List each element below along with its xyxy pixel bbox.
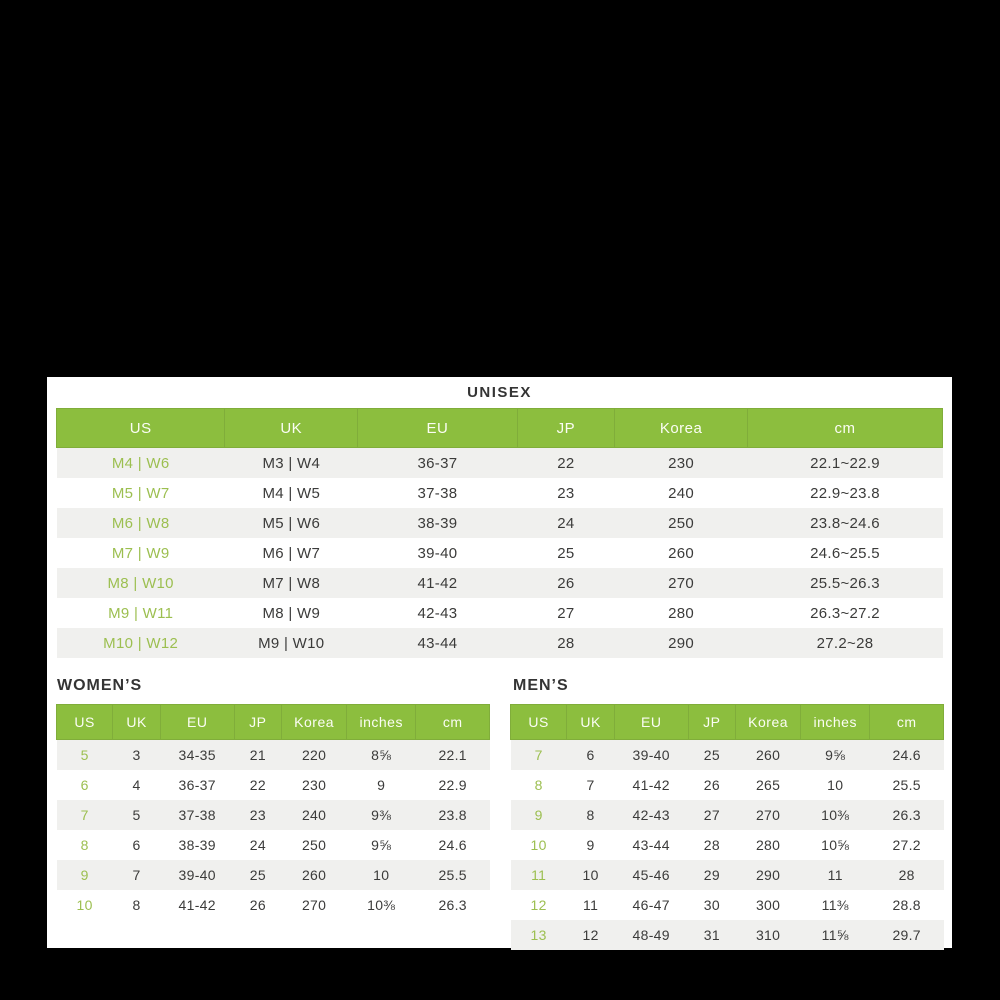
us-size-cell: 6 (57, 770, 113, 800)
column-header-korea: Korea (736, 705, 801, 740)
table-cell: 260 (615, 538, 748, 568)
table-cell: 28 (688, 830, 736, 860)
table-cell: 28 (517, 628, 614, 658)
us-size-cell: M4 | W6 (57, 448, 225, 479)
table-cell: 23 (517, 478, 614, 508)
us-size-cell: 10 (511, 830, 567, 860)
table-cell: 10 (801, 770, 870, 800)
table-cell: 270 (615, 568, 748, 598)
table-row (57, 860, 490, 890)
table-cell: 5 (113, 800, 161, 830)
table-cell: M8 | W9 (225, 598, 358, 628)
column-header-korea: Korea (615, 409, 748, 448)
womens-section-title: WOMEN’S (57, 677, 143, 694)
column-header-eu: EU (358, 409, 517, 448)
table-cell: 24.6~25.5 (748, 538, 943, 568)
table-cell: 11 (567, 890, 615, 920)
table-cell: 37-38 (358, 478, 517, 508)
table-cell: 8 (567, 800, 615, 830)
table-cell: 26.3~27.2 (748, 598, 943, 628)
header-row (57, 409, 943, 448)
table-cell: 25 (688, 740, 736, 771)
table-cell: 11⅜ (801, 890, 870, 920)
table-cell: 8⅝ (347, 740, 416, 771)
table-cell: 265 (736, 770, 801, 800)
table-cell: 26 (688, 770, 736, 800)
column-header-uk: UK (113, 705, 161, 740)
table-cell: 10⅜ (801, 800, 870, 830)
mens-size-table (510, 704, 944, 950)
column-header-us: US (57, 409, 225, 448)
table-row (57, 800, 490, 830)
table-cell: 42-43 (614, 800, 688, 830)
table-cell: 230 (282, 770, 347, 800)
table-row (57, 508, 943, 538)
table-cell: 9⅝ (347, 830, 416, 860)
table-cell: 46-47 (614, 890, 688, 920)
us-size-cell: 5 (57, 740, 113, 771)
table-cell: 10 (347, 860, 416, 890)
us-size-cell: 9 (57, 860, 113, 890)
table-row (57, 830, 490, 860)
table-cell: 290 (615, 628, 748, 658)
column-header-inches: inches (347, 705, 416, 740)
table-cell: 24 (234, 830, 282, 860)
table-cell: M5 | W6 (225, 508, 358, 538)
table-cell: 29.7 (870, 920, 944, 950)
column-header-eu: EU (614, 705, 688, 740)
table-row (57, 448, 943, 479)
table-row (511, 830, 944, 860)
us-size-cell: 11 (511, 860, 567, 890)
header-row (511, 705, 944, 740)
us-size-cell: 13 (511, 920, 567, 950)
column-header-cm: cm (870, 705, 944, 740)
table-row (57, 628, 943, 658)
column-header-jp: JP (234, 705, 282, 740)
table-cell: 41-42 (614, 770, 688, 800)
table-cell: 41-42 (160, 890, 234, 920)
table-row (511, 890, 944, 920)
table-row (57, 770, 490, 800)
table-cell: 26 (517, 568, 614, 598)
table-cell: 9⅝ (801, 740, 870, 771)
table-cell: 250 (615, 508, 748, 538)
column-header-jp: JP (517, 409, 614, 448)
column-header-us: US (511, 705, 567, 740)
table-cell: M4 | W5 (225, 478, 358, 508)
table-cell: 28.8 (870, 890, 944, 920)
table-cell: 270 (736, 800, 801, 830)
table-cell: 25 (234, 860, 282, 890)
table-cell: 240 (615, 478, 748, 508)
table-row (511, 860, 944, 890)
table-cell: 270 (282, 890, 347, 920)
table-cell: 28 (870, 860, 944, 890)
us-size-cell: 7 (57, 800, 113, 830)
table-cell: 310 (736, 920, 801, 950)
table-cell: 45-46 (614, 860, 688, 890)
table-cell: 9 (347, 770, 416, 800)
table-cell: 10⅝ (801, 830, 870, 860)
table-row (57, 890, 490, 920)
table-cell: 7 (113, 860, 161, 890)
table-cell: 41-42 (358, 568, 517, 598)
table-cell: 21 (234, 740, 282, 771)
table-cell: 34-35 (160, 740, 234, 771)
table-cell: 23.8~24.6 (748, 508, 943, 538)
table-cell: 240 (282, 800, 347, 830)
table-cell: 27 (517, 598, 614, 628)
table-row (57, 568, 943, 598)
table-cell: 280 (736, 830, 801, 860)
table-cell: 39-40 (160, 860, 234, 890)
table-row (511, 920, 944, 950)
table-cell: 42-43 (358, 598, 517, 628)
table-cell: 280 (615, 598, 748, 628)
unisex-size-table (56, 408, 943, 658)
table-cell: 8 (113, 890, 161, 920)
us-size-cell: 7 (511, 740, 567, 771)
table-cell: 11 (801, 860, 870, 890)
table-cell: 48-49 (614, 920, 688, 950)
column-header-inches: inches (801, 705, 870, 740)
table-cell: 43-44 (614, 830, 688, 860)
column-header-us: US (57, 705, 113, 740)
unisex-section-title: UNISEX (467, 384, 532, 401)
table-cell: 25.5 (416, 860, 490, 890)
size-chart-panel (47, 377, 952, 948)
us-size-cell: M9 | W11 (57, 598, 225, 628)
table-cell: 39-40 (358, 538, 517, 568)
table-cell: 25.5~26.3 (748, 568, 943, 598)
table-cell: 250 (282, 830, 347, 860)
table-cell: 9⅜ (347, 800, 416, 830)
table-cell: 260 (736, 740, 801, 771)
table-cell: 25 (517, 538, 614, 568)
us-size-cell: M7 | W9 (57, 538, 225, 568)
table-cell: 22 (517, 448, 614, 479)
table-cell: 22.1 (416, 740, 490, 771)
us-size-cell: M5 | W7 (57, 478, 225, 508)
table-cell: 4 (113, 770, 161, 800)
column-header-cm: cm (416, 705, 490, 740)
table-row (57, 478, 943, 508)
table-cell: 22.9 (416, 770, 490, 800)
table-cell: 260 (282, 860, 347, 890)
table-cell: 230 (615, 448, 748, 479)
table-row (511, 800, 944, 830)
table-cell: 43-44 (358, 628, 517, 658)
table-cell: 9 (567, 830, 615, 860)
column-header-cm: cm (748, 409, 943, 448)
table-cell: M9 | W10 (225, 628, 358, 658)
table-cell: 25.5 (870, 770, 944, 800)
table-cell: 7 (567, 770, 615, 800)
table-cell: 22 (234, 770, 282, 800)
header-row (57, 705, 490, 740)
table-cell: 36-37 (358, 448, 517, 479)
table-cell: 23.8 (416, 800, 490, 830)
table-cell: 22.1~22.9 (748, 448, 943, 479)
table-cell: 24.6 (416, 830, 490, 860)
table-cell: 27.2~28 (748, 628, 943, 658)
table-cell: 10 (567, 860, 615, 890)
us-size-cell: 8 (57, 830, 113, 860)
column-header-eu: EU (160, 705, 234, 740)
column-header-jp: JP (688, 705, 736, 740)
table-cell: 30 (688, 890, 736, 920)
us-size-cell: 10 (57, 890, 113, 920)
table-cell: 37-38 (160, 800, 234, 830)
table-cell: 22.9~23.8 (748, 478, 943, 508)
us-size-cell: 9 (511, 800, 567, 830)
table-row (511, 740, 944, 771)
table-cell: M6 | W7 (225, 538, 358, 568)
table-cell: 24.6 (870, 740, 944, 771)
column-header-korea: Korea (282, 705, 347, 740)
table-cell: M7 | W8 (225, 568, 358, 598)
table-cell: 26 (234, 890, 282, 920)
table-cell: 24 (517, 508, 614, 538)
table-cell: 220 (282, 740, 347, 771)
column-header-uk: UK (225, 409, 358, 448)
table-cell: 300 (736, 890, 801, 920)
us-size-cell: M6 | W8 (57, 508, 225, 538)
table-cell: 29 (688, 860, 736, 890)
table-cell: 26.3 (416, 890, 490, 920)
table-cell: 27.2 (870, 830, 944, 860)
table-cell: M3 | W4 (225, 448, 358, 479)
table-cell: 27 (688, 800, 736, 830)
table-cell: 38-39 (358, 508, 517, 538)
table-cell: 3 (113, 740, 161, 771)
mens-section-title: MEN’S (513, 677, 569, 694)
table-row (57, 538, 943, 568)
table-cell: 31 (688, 920, 736, 950)
table-cell: 6 (567, 740, 615, 771)
us-size-cell: M8 | W10 (57, 568, 225, 598)
table-cell: 11⅝ (801, 920, 870, 950)
table-row (57, 740, 490, 771)
us-size-cell: 12 (511, 890, 567, 920)
table-cell: 6 (113, 830, 161, 860)
womens-size-table (56, 704, 490, 920)
table-row (57, 598, 943, 628)
table-cell: 38-39 (160, 830, 234, 860)
table-cell: 39-40 (614, 740, 688, 771)
us-size-cell: M10 | W12 (57, 628, 225, 658)
table-cell: 10⅜ (347, 890, 416, 920)
table-cell: 290 (736, 860, 801, 890)
table-cell: 26.3 (870, 800, 944, 830)
table-row (511, 770, 944, 800)
table-cell: 23 (234, 800, 282, 830)
us-size-cell: 8 (511, 770, 567, 800)
table-cell: 12 (567, 920, 615, 950)
table-cell: 36-37 (160, 770, 234, 800)
column-header-uk: UK (567, 705, 615, 740)
